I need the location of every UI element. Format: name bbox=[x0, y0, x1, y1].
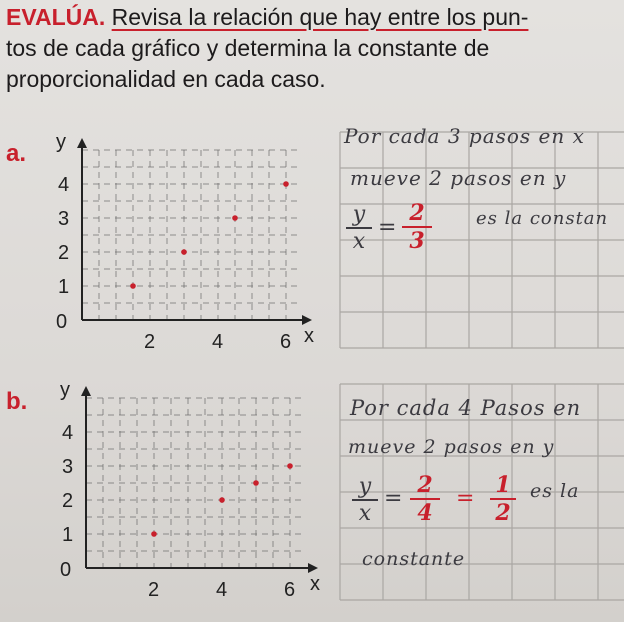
origin-label: 0 bbox=[60, 559, 72, 581]
y-tick-label: 2 bbox=[58, 242, 70, 264]
note-a-line-2: mueve 2 pasos en y bbox=[350, 166, 567, 190]
x-tick-label: 2 bbox=[144, 331, 156, 353]
note-b-line-4: constante bbox=[362, 548, 466, 570]
origin-label: 0 bbox=[56, 311, 68, 333]
y-tick-label: 3 bbox=[62, 456, 74, 478]
y-tick-label: 4 bbox=[62, 422, 74, 444]
evalua-tag: EVALÚA. bbox=[6, 4, 106, 30]
note-b-equals-1: = bbox=[384, 486, 403, 511]
note-a-line-1: Por cada 3 pasos en x bbox=[344, 124, 585, 148]
note-b-frac3-den: 2 bbox=[495, 500, 511, 526]
instruction-line-3: proporcionalidad en cada caso. bbox=[6, 66, 326, 92]
instruction-line-1: Revisa la relación que hay entre los pun- bbox=[111, 4, 529, 30]
note-b-fraction-2-4 bbox=[410, 472, 440, 526]
x-tick-label: 6 bbox=[280, 331, 292, 353]
graph-a-label: a. bbox=[6, 140, 27, 167]
graph-b-label: b. bbox=[6, 388, 28, 415]
note-b-fraction-yx bbox=[352, 474, 378, 526]
y-tick-label: 1 bbox=[58, 276, 70, 298]
note-a-tail: es la constan bbox=[476, 208, 609, 229]
note-a-frac2-den: 3 bbox=[409, 228, 425, 254]
y-tick-label: 1 bbox=[62, 524, 74, 546]
note-b-line-2: mueve 2 pasos en y bbox=[348, 436, 555, 458]
y-tick-label: 3 bbox=[58, 208, 70, 230]
note-b-frac3-num: 1 bbox=[490, 472, 516, 500]
instruction-line-2: tos de cada gráfico y determina la constante de bbox=[6, 35, 490, 61]
y-axis-label: y bbox=[56, 131, 66, 153]
note-b-frac1-num: y bbox=[352, 474, 378, 501]
x-tick-label: 4 bbox=[212, 331, 224, 353]
note-a-fraction-yx bbox=[346, 202, 372, 254]
note-b-frac2-num: 2 bbox=[410, 472, 440, 500]
note-b-frac1-den: x bbox=[358, 501, 372, 526]
y-tick-label: 4 bbox=[58, 174, 70, 196]
note-a-frac1-den: x bbox=[352, 229, 366, 254]
y-axis-label: y bbox=[60, 379, 70, 401]
note-a-frac2-num: 2 bbox=[402, 200, 432, 228]
x-tick-label: 4 bbox=[216, 579, 228, 601]
note-a-fraction-2-3 bbox=[402, 200, 432, 254]
note-a-equals: = bbox=[378, 215, 397, 240]
x-tick-label: 2 bbox=[148, 579, 160, 601]
note-b-frac2-den: 4 bbox=[417, 500, 433, 526]
note-a-frac1-num: y bbox=[346, 202, 372, 229]
note-b-line-1: Por cada 4 Pasos en bbox=[350, 396, 582, 420]
x-axis-label: x bbox=[310, 573, 320, 595]
note-b-fraction-1-2 bbox=[490, 472, 516, 526]
note-b-tail: es la bbox=[530, 480, 580, 502]
x-tick-label: 6 bbox=[284, 579, 296, 601]
y-tick-label: 2 bbox=[62, 490, 74, 512]
note-b-equals-2: = bbox=[456, 486, 475, 511]
x-axis-label: x bbox=[304, 325, 314, 347]
